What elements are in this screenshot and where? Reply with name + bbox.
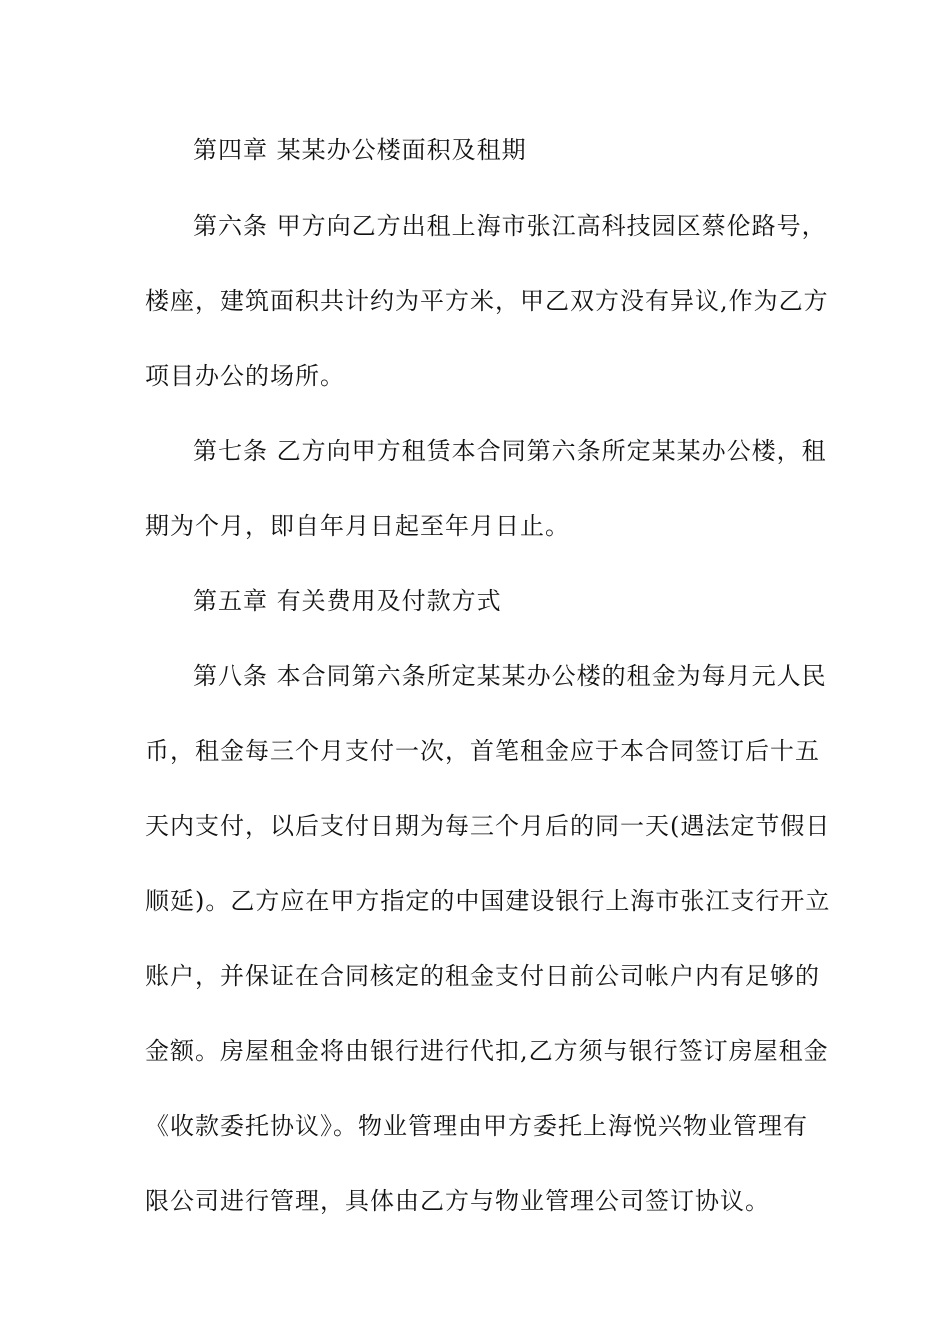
article-8-line-7: 《收款委托协议》。物业管理由甲方委托上海悦兴物业管理有	[145, 1112, 808, 1140]
article-8-line-2: 币，租金每三个月支付一次，首笔租金应于本合同签订后十五	[145, 737, 820, 765]
article-6-line-3: 项目办公的场所。	[145, 362, 345, 390]
article-8-line-5: 账户，并保证在合同核定的租金支付日前公司帐户内有足够的	[145, 962, 820, 990]
chapter-4-heading: 第四章 某某办公楼面积及租期	[193, 136, 527, 164]
article-8-line-8: 限公司进行管理，具体由乙方与物业管理公司签订协议。	[145, 1187, 770, 1215]
article-8-line-6: 金额。房屋租金将由银行进行代扣,乙方须与银行签订房屋租金	[145, 1037, 829, 1065]
article-8-line-1: 第八条 本合同第六条所定某某办公楼的租金为每月元人民	[193, 662, 827, 690]
article-6-line-2: 楼座，建筑面积共计约为平方米，甲乙双方没有异议,作为乙方	[145, 287, 829, 315]
article-7-line-2: 期为个月，即自年月日起至年月日止。	[145, 512, 570, 540]
article-7-line-1: 第七条 乙方向甲方租赁本合同第六条所定某某办公楼，租	[193, 437, 827, 465]
article-6-line-1: 第六条 甲方向乙方出租上海市张江高科技园区蔡伦路号，	[193, 212, 827, 240]
chapter-5-heading: 第五章 有关费用及付款方式	[193, 587, 502, 615]
article-8-line-3: 天内支付，以后支付日期为每三个月后的同一天(遇法定节假日	[145, 812, 831, 840]
article-8-line-4: 顺延)。乙方应在甲方指定的中国建设银行上海市张江支行开立	[145, 887, 831, 915]
